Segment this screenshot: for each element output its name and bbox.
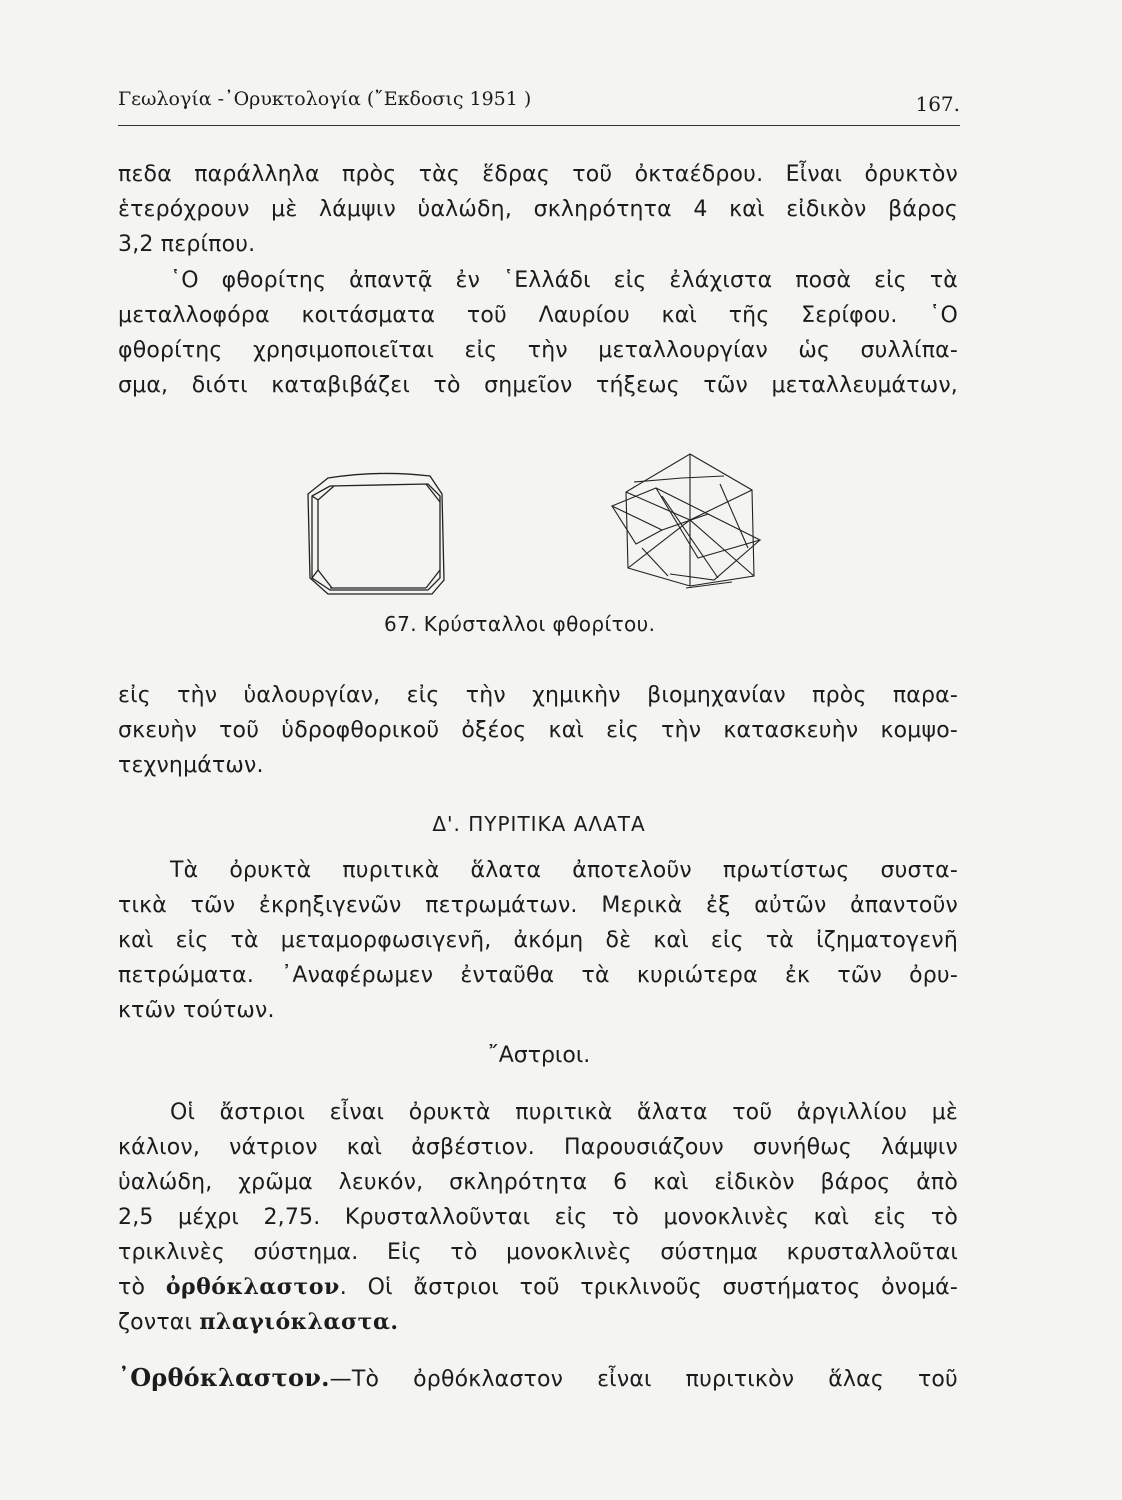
text-line: ἑτερόχρουν μὲ λάμψιν ὑαλώδη, σκληρότητα 4 καὶ εἰδικὸν βάρος xyxy=(118,197,958,222)
text-line: φθορίτης χρησιμοποιεῖται εἰς τὴν μεταλλουργίαν ὡς συλλίπα- xyxy=(118,338,958,363)
text-line: σκευὴν τοῦ ὑδροφθορικοῦ ὀξέος καὶ εἰς τὴν κατασκευὴν κομψο- xyxy=(118,718,958,743)
text-line xyxy=(118,1305,958,1340)
text-line: Τὰ ὀρυκτὰ πυριτικὰ ἅλατα ἀποτελοῦν πρωτίστως συστα- xyxy=(170,858,958,883)
running-head xyxy=(118,88,960,118)
term-plagioclase: πλαγιόκλαστα. xyxy=(199,1309,399,1335)
running-head-title: Γεωλογία -᾿Ορυκτολογία (῎Εκδοσις 1951 ) xyxy=(118,88,532,110)
paragraph-orthoclase xyxy=(118,1360,958,1397)
section-heading: Δ'. ΠΥΡΙΤΙΚΑ ΑΛΑΤΑ xyxy=(432,812,646,836)
page-number: 167. xyxy=(915,92,960,116)
paragraph-silicates-intro xyxy=(118,853,958,1028)
text-line: καὶ εἰς τὰ μεταμορφωσιγενῆ, ἀκόμη δὲ καὶ εἰς τὰ ἰζηματογενῆ xyxy=(118,928,958,953)
text-line: κάλιον, νάτριον καὶ ἀσβέστιον. Παρουσιάζουν συνήθως λάμψιν xyxy=(118,1135,958,1160)
text-line: Οἱ ἄστριοι εἶναι ὀρυκτὰ πυριτικὰ ἅλατα τοῦ ἀργιλλίου μὲ xyxy=(170,1100,958,1125)
figure-caption: 67. Κρύσταλλοι φθορίτου. xyxy=(384,612,656,636)
subsection-heading: ῎Αστριοι. xyxy=(487,1043,591,1068)
text-line: τικὰ τῶν ἐκρηξιγενῶν πετρωμάτων. Μερικὰ ἐξ αὐτῶν ἀπαντοῦν xyxy=(118,893,958,918)
term-orthoclase: ὀρθόκλαστον xyxy=(165,1274,340,1300)
text-line: πεδα παράλληλα πρὸς τὰς ἕδρας τοῦ ὀκταέδρου. Εἶναι ὀρυκτὸν xyxy=(118,162,958,187)
text-line: 3,2 περίπου. xyxy=(118,232,256,257)
text-fragment: —Τὸ ὀρθόκλαστον εἶναι πυριτικὸν ἅλας τοῦ xyxy=(329,1367,958,1392)
paragraph-feldspars xyxy=(118,1095,958,1340)
term-orthoclase-lead: ᾿Ορθόκλαστον. xyxy=(118,1363,330,1392)
text-line: 2,5 μέχρι 2,75. Κρυσταλλοῦνται εἰς τὸ μονοκλινὲς καὶ εἰς τὸ xyxy=(118,1205,958,1230)
header-rule xyxy=(118,125,960,126)
text-line: ῾Ο φθορίτης ἀπαντᾷ ἐν ῾Ελλάδι εἰς ἐλάχιστα ποσὰ εἰς τὰ xyxy=(170,268,958,293)
text-line: κτῶν τούτων. xyxy=(118,998,275,1023)
text-line xyxy=(118,1270,958,1305)
text-line: πετρώματα. ᾿Αναφέρωμεν ἐνταῦθα τὰ κυριώτερα ἐκ τῶν ὀρυ- xyxy=(118,963,958,988)
text-line: τρικλινὲς σύστημα. Εἰς τὸ μονοκλινὲς σύστημα κρυσταλλοῦται xyxy=(118,1240,958,1265)
paragraph-continuation xyxy=(118,157,958,262)
text-fragment: . Οἱ ἄστριοι τοῦ τρικλινοῦς συστήματος ὀνομά- xyxy=(339,1275,958,1300)
text-line: εἰς τὴν ὑαλουργίαν, εἰς τὴν χημικὴν βιομηχανίαν πρὸς παρα- xyxy=(118,683,958,708)
paragraph-fluorite-uses xyxy=(118,263,958,403)
twinned-crystal-drawing xyxy=(612,454,760,588)
text-line xyxy=(118,1360,958,1397)
text-line: μεταλλοφόρα κοιτάσματα τοῦ Λαυρίου καὶ τῆς Σερίφου. ῾Ο xyxy=(118,303,958,328)
paragraph-fluorite-industry xyxy=(118,678,958,783)
text-fragment: ζονται xyxy=(118,1310,200,1335)
text-line: ὑαλώδη, χρῶμα λευκόν, σκληρότητα 6 καὶ εἰδικὸν βάρος ἀπὸ xyxy=(118,1170,958,1195)
text-line: σμα, διότι καταβιβάζει τὸ σημεῖον τήξεως τῶν μεταλλευμάτων, xyxy=(118,373,958,398)
text-fragment: τὸ xyxy=(118,1275,166,1300)
cube-crystal-drawing xyxy=(308,473,444,594)
text-line: τεχνημάτων. xyxy=(118,753,264,778)
